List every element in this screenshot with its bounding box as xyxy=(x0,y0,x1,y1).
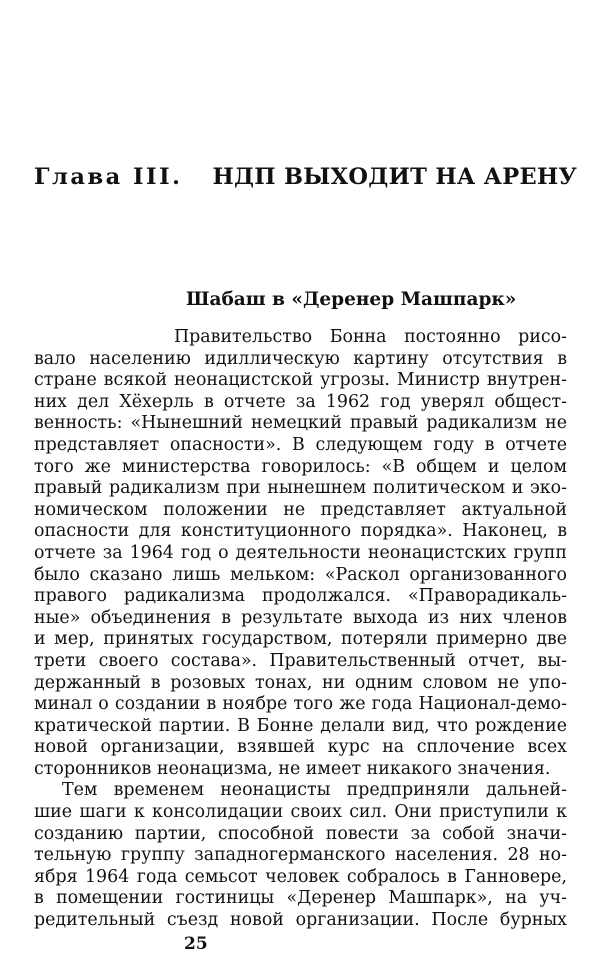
text-line: созданию партии, способной повести за собой значи- xyxy=(34,823,567,844)
text-line: новой организации, взявшей курс на сплочение всех xyxy=(34,737,567,758)
text-line: вало населению идиллическую картину отсутствия в xyxy=(34,348,567,369)
text-line: номическом положении не представляет актуальной xyxy=(34,499,567,520)
text-line: сторонников неонацизма, не имеет никакого значения. xyxy=(34,758,551,779)
text-line: кратической партии. В Бонне делали вид, что рождение xyxy=(34,715,567,736)
text-line: минал о создании в ноябре того же года Национал-демо- xyxy=(34,694,567,715)
page-number: 25 xyxy=(184,934,208,954)
text-line: стране всякой неонацистской угрозы. Министр внутрен- xyxy=(34,370,567,391)
text-line: правого радикализма продолжался. «Праворадикаль- xyxy=(34,586,567,607)
text-line: венность: «Нынешний немецкий правый радикализм не xyxy=(34,413,567,434)
text-line: опасности для конституционного порядка». Наконец, в xyxy=(34,521,567,542)
text-line: шие шаги к консолидации своих сил. Они приступили к xyxy=(34,802,567,823)
text-line: редительный съезд новой организации. После бурных xyxy=(34,910,567,931)
text-line: ября 1964 года семьсот человек собралось в Ганновере, xyxy=(34,866,567,887)
chapter-title: НДП ВЫХОДИТ НА АРЕНУ xyxy=(212,164,578,190)
text-line: и мер, принятых государством, потеряли примерно две xyxy=(34,629,567,650)
text-line: было сказано лишь мельком: «Раскол организованного xyxy=(34,564,567,585)
text-line: Тем временем неонацисты предприняли дальней- xyxy=(62,780,567,801)
text-line: правый радикализм при нынешнем политическом и эко- xyxy=(34,478,567,499)
text-line: тельную группу западногерманского населения. 28 но- xyxy=(34,845,567,866)
chapter-label: Глава III. xyxy=(34,164,183,190)
text-line: них дел Хёхерль в отчете за 1962 год уверял общест- xyxy=(34,391,567,412)
text-line: держанный в розовых тонах, ни одним словом не упо- xyxy=(34,672,567,693)
text-line: трети своего состава». Правительственный отчет, вы- xyxy=(34,650,567,671)
text-line: Правительство Бонна постоянно рисо- xyxy=(174,327,567,347)
chapter-heading xyxy=(34,166,577,189)
text-line: отчете за 1964 год о деятельности неонацистских групп xyxy=(34,542,567,563)
text-line: представляет опасности». В следующем году в отчете xyxy=(34,434,567,455)
section-title: Шабаш в «Деренер Машпарк» xyxy=(186,289,517,310)
body-text xyxy=(34,327,567,932)
text-line: того же министерства говорилось: «В общем и целом xyxy=(34,456,567,477)
text-line: в помещении гостиницы «Деренер Машпарк», на уч- xyxy=(34,888,567,909)
text-line: ные» объединения в результате выхода из них членов xyxy=(34,607,567,628)
